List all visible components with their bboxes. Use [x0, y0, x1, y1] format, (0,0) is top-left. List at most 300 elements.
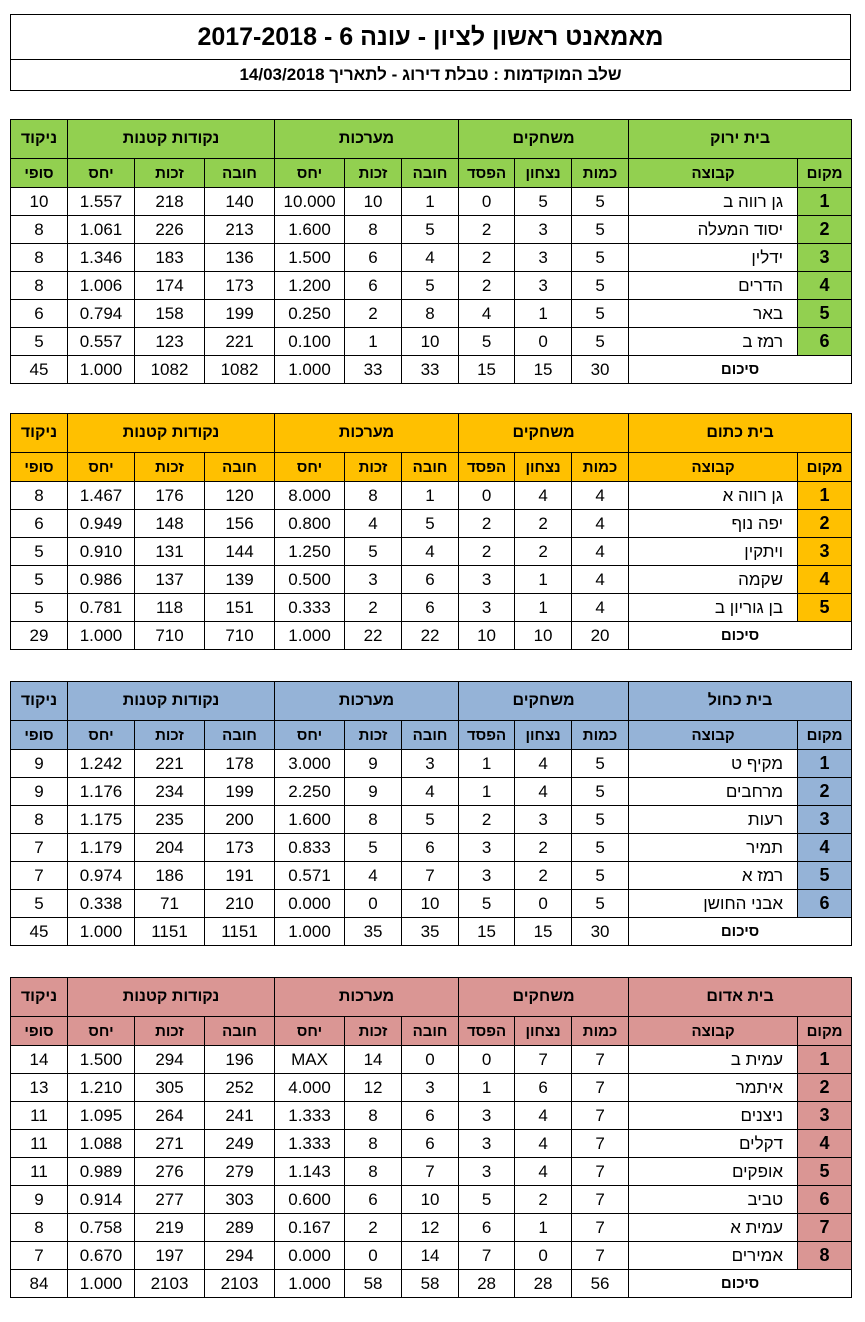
- cell-pts-lost: 191: [205, 862, 275, 890]
- cell-score: 5: [11, 328, 68, 356]
- table-row: [11, 188, 852, 216]
- header-row: [11, 978, 852, 1017]
- group-table: [10, 977, 852, 1298]
- cell-pts-lost: 178: [205, 750, 275, 778]
- cell-sets-won: 1: [345, 328, 402, 356]
- col-group-score: ניקוד: [11, 414, 68, 453]
- total-row: [11, 1270, 852, 1298]
- cell-games: 7: [572, 1242, 629, 1270]
- total-sets-won: 33: [345, 356, 402, 384]
- cell-rank: 3: [798, 244, 852, 272]
- cell-pts-won: 305: [135, 1074, 205, 1102]
- cell-team: עמית א: [629, 1214, 798, 1242]
- cell-losses: 6: [459, 1214, 515, 1242]
- cell-sets-lost: 8: [402, 300, 459, 328]
- cell-pts-won: 235: [135, 806, 205, 834]
- cell-sets-lost: 5: [402, 510, 459, 538]
- table-row: [11, 482, 852, 510]
- cell-pts-lost: 221: [205, 328, 275, 356]
- total-pts-lost: 1151: [205, 918, 275, 946]
- cell-sets-lost: 5: [402, 272, 459, 300]
- table-row: [11, 300, 852, 328]
- cell-pts-ratio: 0.338: [68, 890, 135, 918]
- cell-score: 9: [11, 778, 68, 806]
- cell-pts-won: 186: [135, 862, 205, 890]
- cell-wins: 3: [515, 272, 572, 300]
- cell-rank: 1: [798, 188, 852, 216]
- cell-team: ויתקין: [629, 538, 798, 566]
- table-row: [11, 1046, 852, 1074]
- cell-losses: 0: [459, 482, 515, 510]
- col-group-games: משחקים: [459, 682, 629, 721]
- cell-wins: 6: [515, 1074, 572, 1102]
- cell-team: רעות: [629, 806, 798, 834]
- table-row: [11, 862, 852, 890]
- cell-sets-won: 8: [345, 482, 402, 510]
- cell-games: 7: [572, 1158, 629, 1186]
- cell-pts-won: 174: [135, 272, 205, 300]
- cell-losses: 3: [459, 1102, 515, 1130]
- cell-pts-lost: 213: [205, 216, 275, 244]
- cell-score: 8: [11, 482, 68, 510]
- cell-wins: 1: [515, 594, 572, 622]
- cell-sets-lost: 4: [402, 244, 459, 272]
- cell-rank: 5: [798, 300, 852, 328]
- cell-losses: 3: [459, 1130, 515, 1158]
- cell-rank: 3: [798, 538, 852, 566]
- cell-pts-lost: 241: [205, 1102, 275, 1130]
- cell-sets-ratio: 0.800: [275, 510, 345, 538]
- cell-losses: 2: [459, 510, 515, 538]
- cell-games: 5: [572, 750, 629, 778]
- group-table: [10, 119, 852, 384]
- cell-sets-won: 3: [345, 566, 402, 594]
- cell-losses: 3: [459, 862, 515, 890]
- cell-rank: 4: [798, 834, 852, 862]
- cell-pts-ratio: 1.095: [68, 1102, 135, 1130]
- cell-wins: 1: [515, 300, 572, 328]
- total-sets-won: 22: [345, 622, 402, 650]
- column-header: זכות: [345, 721, 402, 750]
- cell-team: מרחבים: [629, 778, 798, 806]
- cell-sets-won: 10: [345, 188, 402, 216]
- total-wins: 28: [515, 1270, 572, 1298]
- cell-sets-ratio: 0.600: [275, 1186, 345, 1214]
- total-sets-lost: 33: [402, 356, 459, 384]
- cell-team: גן רווה א: [629, 482, 798, 510]
- table-row: [11, 806, 852, 834]
- cell-sets-won: 6: [345, 1186, 402, 1214]
- cell-score: 10: [11, 188, 68, 216]
- cell-wins: 4: [515, 482, 572, 510]
- col-group-small-points: נקודות קטנות: [68, 978, 275, 1017]
- cell-rank: 7: [798, 1214, 852, 1242]
- cell-sets-ratio: MAX: [275, 1046, 345, 1074]
- column-header: חובה: [205, 721, 275, 750]
- total-sets-lost: 22: [402, 622, 459, 650]
- column-header: מקום: [798, 453, 852, 482]
- cell-sets-won: 12: [345, 1074, 402, 1102]
- column-header: סופי: [11, 453, 68, 482]
- header-row: [11, 414, 852, 453]
- cell-team: דקלים: [629, 1130, 798, 1158]
- cell-sets-lost: 6: [402, 566, 459, 594]
- cell-pts-ratio: 1.176: [68, 778, 135, 806]
- cell-score: 9: [11, 1186, 68, 1214]
- subheader-row: [11, 453, 852, 482]
- cell-pts-lost: 249: [205, 1130, 275, 1158]
- cell-sets-lost: 4: [402, 778, 459, 806]
- total-pts-won: 2103: [135, 1270, 205, 1298]
- cell-pts-won: 148: [135, 510, 205, 538]
- cell-pts-lost: 151: [205, 594, 275, 622]
- column-header: יחס: [275, 453, 345, 482]
- total-games: 56: [572, 1270, 629, 1298]
- cell-games: 5: [572, 862, 629, 890]
- cell-sets-ratio: 1.600: [275, 216, 345, 244]
- total-row: [11, 622, 852, 650]
- cell-losses: 3: [459, 594, 515, 622]
- cell-pts-ratio: 0.910: [68, 538, 135, 566]
- cell-wins: 4: [515, 1102, 572, 1130]
- total-label: סיכום: [629, 622, 852, 650]
- cell-pts-ratio: 1.210: [68, 1074, 135, 1102]
- cell-pts-lost: 120: [205, 482, 275, 510]
- cell-pts-ratio: 0.670: [68, 1242, 135, 1270]
- cell-sets-lost: 6: [402, 594, 459, 622]
- cell-pts-ratio: 1.467: [68, 482, 135, 510]
- cell-sets-ratio: 4.000: [275, 1074, 345, 1102]
- cell-pts-ratio: 1.242: [68, 750, 135, 778]
- cell-sets-won: 8: [345, 806, 402, 834]
- cell-losses: 2: [459, 244, 515, 272]
- cell-pts-lost: 139: [205, 566, 275, 594]
- total-sets-lost: 58: [402, 1270, 459, 1298]
- cell-losses: 2: [459, 538, 515, 566]
- subheader-row: [11, 159, 852, 188]
- subheader-row: [11, 1017, 852, 1046]
- cell-sets-ratio: 10.000: [275, 188, 345, 216]
- table-row: [11, 244, 852, 272]
- column-header: יחס: [68, 453, 135, 482]
- column-header: מקום: [798, 1017, 852, 1046]
- cell-pts-ratio: 0.758: [68, 1214, 135, 1242]
- cell-team: טביב: [629, 1186, 798, 1214]
- cell-pts-won: 277: [135, 1186, 205, 1214]
- total-pts-ratio: 1.000: [68, 356, 135, 384]
- table-row: [11, 1102, 852, 1130]
- cell-sets-lost: 0: [402, 1046, 459, 1074]
- cell-sets-won: 2: [345, 594, 402, 622]
- cell-sets-won: 9: [345, 750, 402, 778]
- cell-sets-lost: 5: [402, 216, 459, 244]
- column-header: זכות: [135, 721, 205, 750]
- header-row: [11, 682, 852, 721]
- cell-games: 4: [572, 566, 629, 594]
- table-row: [11, 1186, 852, 1214]
- cell-team: בן גוריון ב: [629, 594, 798, 622]
- cell-pts-lost: 289: [205, 1214, 275, 1242]
- cell-team: אבני החושן: [629, 890, 798, 918]
- cell-pts-won: 294: [135, 1046, 205, 1074]
- total-losses: 15: [459, 918, 515, 946]
- cell-sets-won: 5: [345, 834, 402, 862]
- col-group-games: משחקים: [459, 978, 629, 1017]
- cell-pts-won: 176: [135, 482, 205, 510]
- cell-sets-lost: 3: [402, 750, 459, 778]
- cell-pts-ratio: 0.989: [68, 1158, 135, 1186]
- cell-sets-lost: 3: [402, 1074, 459, 1102]
- cell-losses: 2: [459, 806, 515, 834]
- table-row: [11, 566, 852, 594]
- cell-sets-lost: 6: [402, 834, 459, 862]
- subheader-row: [11, 721, 852, 750]
- cell-losses: 3: [459, 566, 515, 594]
- cell-rank: 6: [798, 1186, 852, 1214]
- cell-pts-won: 123: [135, 328, 205, 356]
- cell-score: 8: [11, 1214, 68, 1242]
- cell-sets-won: 0: [345, 1242, 402, 1270]
- cell-pts-ratio: 1.346: [68, 244, 135, 272]
- cell-wins: 4: [515, 1130, 572, 1158]
- cell-pts-lost: 156: [205, 510, 275, 538]
- column-header: זכות: [345, 159, 402, 188]
- cell-sets-ratio: 3.000: [275, 750, 345, 778]
- table-row: [11, 538, 852, 566]
- cell-pts-ratio: 1.179: [68, 834, 135, 862]
- cell-score: 5: [11, 566, 68, 594]
- cell-score: 8: [11, 806, 68, 834]
- total-pts-ratio: 1.000: [68, 1270, 135, 1298]
- cell-sets-won: 4: [345, 862, 402, 890]
- total-losses: 10: [459, 622, 515, 650]
- cell-losses: 3: [459, 1158, 515, 1186]
- group-name: בית כחול: [629, 682, 852, 721]
- cell-wins: 4: [515, 1158, 572, 1186]
- cell-sets-ratio: 2.250: [275, 778, 345, 806]
- cell-pts-ratio: 1.175: [68, 806, 135, 834]
- cell-pts-won: 197: [135, 1242, 205, 1270]
- cell-wins: 4: [515, 750, 572, 778]
- cell-score: 5: [11, 594, 68, 622]
- cell-pts-ratio: 0.781: [68, 594, 135, 622]
- column-header: חובה: [205, 1017, 275, 1046]
- total-sets-lost: 35: [402, 918, 459, 946]
- cell-losses: 1: [459, 1074, 515, 1102]
- cell-games: 7: [572, 1130, 629, 1158]
- total-losses: 15: [459, 356, 515, 384]
- column-header: יחס: [68, 721, 135, 750]
- cell-games: 5: [572, 188, 629, 216]
- cell-pts-lost: 252: [205, 1074, 275, 1102]
- cell-wins: 7: [515, 1046, 572, 1074]
- cell-rank: 6: [798, 890, 852, 918]
- cell-wins: 3: [515, 216, 572, 244]
- total-label: סיכום: [629, 1270, 852, 1298]
- column-header: נצחון: [515, 1017, 572, 1046]
- col-group-sets: מערכות: [275, 682, 459, 721]
- table-row: [11, 216, 852, 244]
- total-pts-lost: 710: [205, 622, 275, 650]
- table-row: [11, 1074, 852, 1102]
- group-table: [10, 413, 852, 650]
- cell-pts-won: 71: [135, 890, 205, 918]
- cell-score: 7: [11, 1242, 68, 1270]
- table-row: [11, 834, 852, 862]
- cell-pts-ratio: 0.914: [68, 1186, 135, 1214]
- column-header: זכות: [135, 1017, 205, 1046]
- total-sets-ratio: 1.000: [275, 918, 345, 946]
- cell-pts-ratio: 1.500: [68, 1046, 135, 1074]
- cell-pts-ratio: 0.986: [68, 566, 135, 594]
- total-score: 45: [11, 356, 68, 384]
- cell-pts-lost: 200: [205, 806, 275, 834]
- cell-sets-won: 8: [345, 1130, 402, 1158]
- column-header: הפסד: [459, 721, 515, 750]
- cell-pts-ratio: 0.974: [68, 862, 135, 890]
- cell-pts-won: 158: [135, 300, 205, 328]
- cell-pts-won: 204: [135, 834, 205, 862]
- cell-team: אמירים: [629, 1242, 798, 1270]
- total-pts-won: 710: [135, 622, 205, 650]
- col-group-small-points: נקודות קטנות: [68, 414, 275, 453]
- column-header: הפסד: [459, 1017, 515, 1046]
- cell-sets-won: 14: [345, 1046, 402, 1074]
- col-group-sets: מערכות: [275, 414, 459, 453]
- column-header: חובה: [205, 453, 275, 482]
- column-header: יחס: [275, 159, 345, 188]
- cell-score: 8: [11, 272, 68, 300]
- cell-wins: 2: [515, 538, 572, 566]
- total-label: סיכום: [629, 918, 852, 946]
- cell-score: 11: [11, 1158, 68, 1186]
- column-header: חובה: [402, 1017, 459, 1046]
- cell-wins: 4: [515, 778, 572, 806]
- column-header: זכות: [135, 159, 205, 188]
- total-pts-ratio: 1.000: [68, 918, 135, 946]
- cell-sets-won: 9: [345, 778, 402, 806]
- cell-sets-lost: 7: [402, 862, 459, 890]
- cell-team: הדרים: [629, 272, 798, 300]
- cell-sets-ratio: 1.250: [275, 538, 345, 566]
- cell-team: ניצנים: [629, 1102, 798, 1130]
- cell-sets-won: 0: [345, 890, 402, 918]
- column-header: כמות: [572, 721, 629, 750]
- cell-score: 11: [11, 1102, 68, 1130]
- cell-team: תמיר: [629, 834, 798, 862]
- cell-games: 4: [572, 482, 629, 510]
- cell-rank: 6: [798, 328, 852, 356]
- cell-team: ידלין: [629, 244, 798, 272]
- cell-rank: 8: [798, 1242, 852, 1270]
- group-name: בית אדום: [629, 978, 852, 1017]
- cell-pts-ratio: 1.088: [68, 1130, 135, 1158]
- cell-games: 5: [572, 272, 629, 300]
- total-games: 30: [572, 356, 629, 384]
- total-pts-lost: 1082: [205, 356, 275, 384]
- cell-sets-ratio: 1.333: [275, 1102, 345, 1130]
- table-row: [11, 510, 852, 538]
- cell-sets-won: 8: [345, 216, 402, 244]
- cell-team: רמז א: [629, 862, 798, 890]
- cell-pts-ratio: 1.006: [68, 272, 135, 300]
- column-header: נצחון: [515, 159, 572, 188]
- cell-rank: 2: [798, 778, 852, 806]
- cell-pts-won: 276: [135, 1158, 205, 1186]
- cell-games: 5: [572, 834, 629, 862]
- cell-pts-lost: 199: [205, 778, 275, 806]
- col-group-small-points: נקודות קטנות: [68, 682, 275, 721]
- cell-score: 11: [11, 1130, 68, 1158]
- total-sets-won: 35: [345, 918, 402, 946]
- cell-losses: 5: [459, 1186, 515, 1214]
- cell-pts-won: 264: [135, 1102, 205, 1130]
- column-header: כמות: [572, 1017, 629, 1046]
- cell-team: אופקים: [629, 1158, 798, 1186]
- cell-pts-won: 137: [135, 566, 205, 594]
- cell-wins: 0: [515, 890, 572, 918]
- table-row: [11, 594, 852, 622]
- cell-rank: 5: [798, 1158, 852, 1186]
- cell-wins: 1: [515, 1214, 572, 1242]
- cell-losses: 2: [459, 216, 515, 244]
- cell-rank: 4: [798, 566, 852, 594]
- cell-score: 6: [11, 300, 68, 328]
- cell-pts-ratio: 0.794: [68, 300, 135, 328]
- column-header: סופי: [11, 159, 68, 188]
- cell-games: 5: [572, 778, 629, 806]
- cell-team: יסוד המעלה: [629, 216, 798, 244]
- cell-wins: 2: [515, 1186, 572, 1214]
- cell-team: גן רווה ב: [629, 188, 798, 216]
- col-group-sets: מערכות: [275, 120, 459, 159]
- cell-games: 7: [572, 1074, 629, 1102]
- cell-pts-won: 118: [135, 594, 205, 622]
- cell-games: 5: [572, 216, 629, 244]
- cell-wins: 2: [515, 834, 572, 862]
- total-pts-won: 1151: [135, 918, 205, 946]
- cell-sets-ratio: 1.200: [275, 272, 345, 300]
- total-sets-ratio: 1.000: [275, 1270, 345, 1298]
- cell-losses: 1: [459, 750, 515, 778]
- total-label: סיכום: [629, 356, 852, 384]
- cell-pts-lost: 173: [205, 272, 275, 300]
- cell-games: 5: [572, 806, 629, 834]
- column-header: הפסד: [459, 159, 515, 188]
- cell-sets-won: 5: [345, 538, 402, 566]
- column-header: זכות: [135, 453, 205, 482]
- cell-pts-ratio: 0.949: [68, 510, 135, 538]
- col-group-small-points: נקודות קטנות: [68, 120, 275, 159]
- cell-rank: 4: [798, 1130, 852, 1158]
- cell-sets-ratio: 0.250: [275, 300, 345, 328]
- cell-wins: 1: [515, 566, 572, 594]
- cell-team: שקמה: [629, 566, 798, 594]
- cell-sets-lost: 7: [402, 1158, 459, 1186]
- cell-losses: 2: [459, 272, 515, 300]
- col-group-score: ניקוד: [11, 682, 68, 721]
- col-group-games: משחקים: [459, 120, 629, 159]
- column-header: כמות: [572, 453, 629, 482]
- cell-pts-lost: 144: [205, 538, 275, 566]
- column-header: קבוצה: [629, 1017, 798, 1046]
- column-header: יחס: [275, 721, 345, 750]
- cell-pts-won: 218: [135, 188, 205, 216]
- cell-pts-won: 226: [135, 216, 205, 244]
- cell-losses: 3: [459, 834, 515, 862]
- cell-sets-ratio: 0.333: [275, 594, 345, 622]
- page-subtitle: שלב המוקדמות : טבלת דירוג - לתאריך 14/03/2018: [239, 65, 622, 84]
